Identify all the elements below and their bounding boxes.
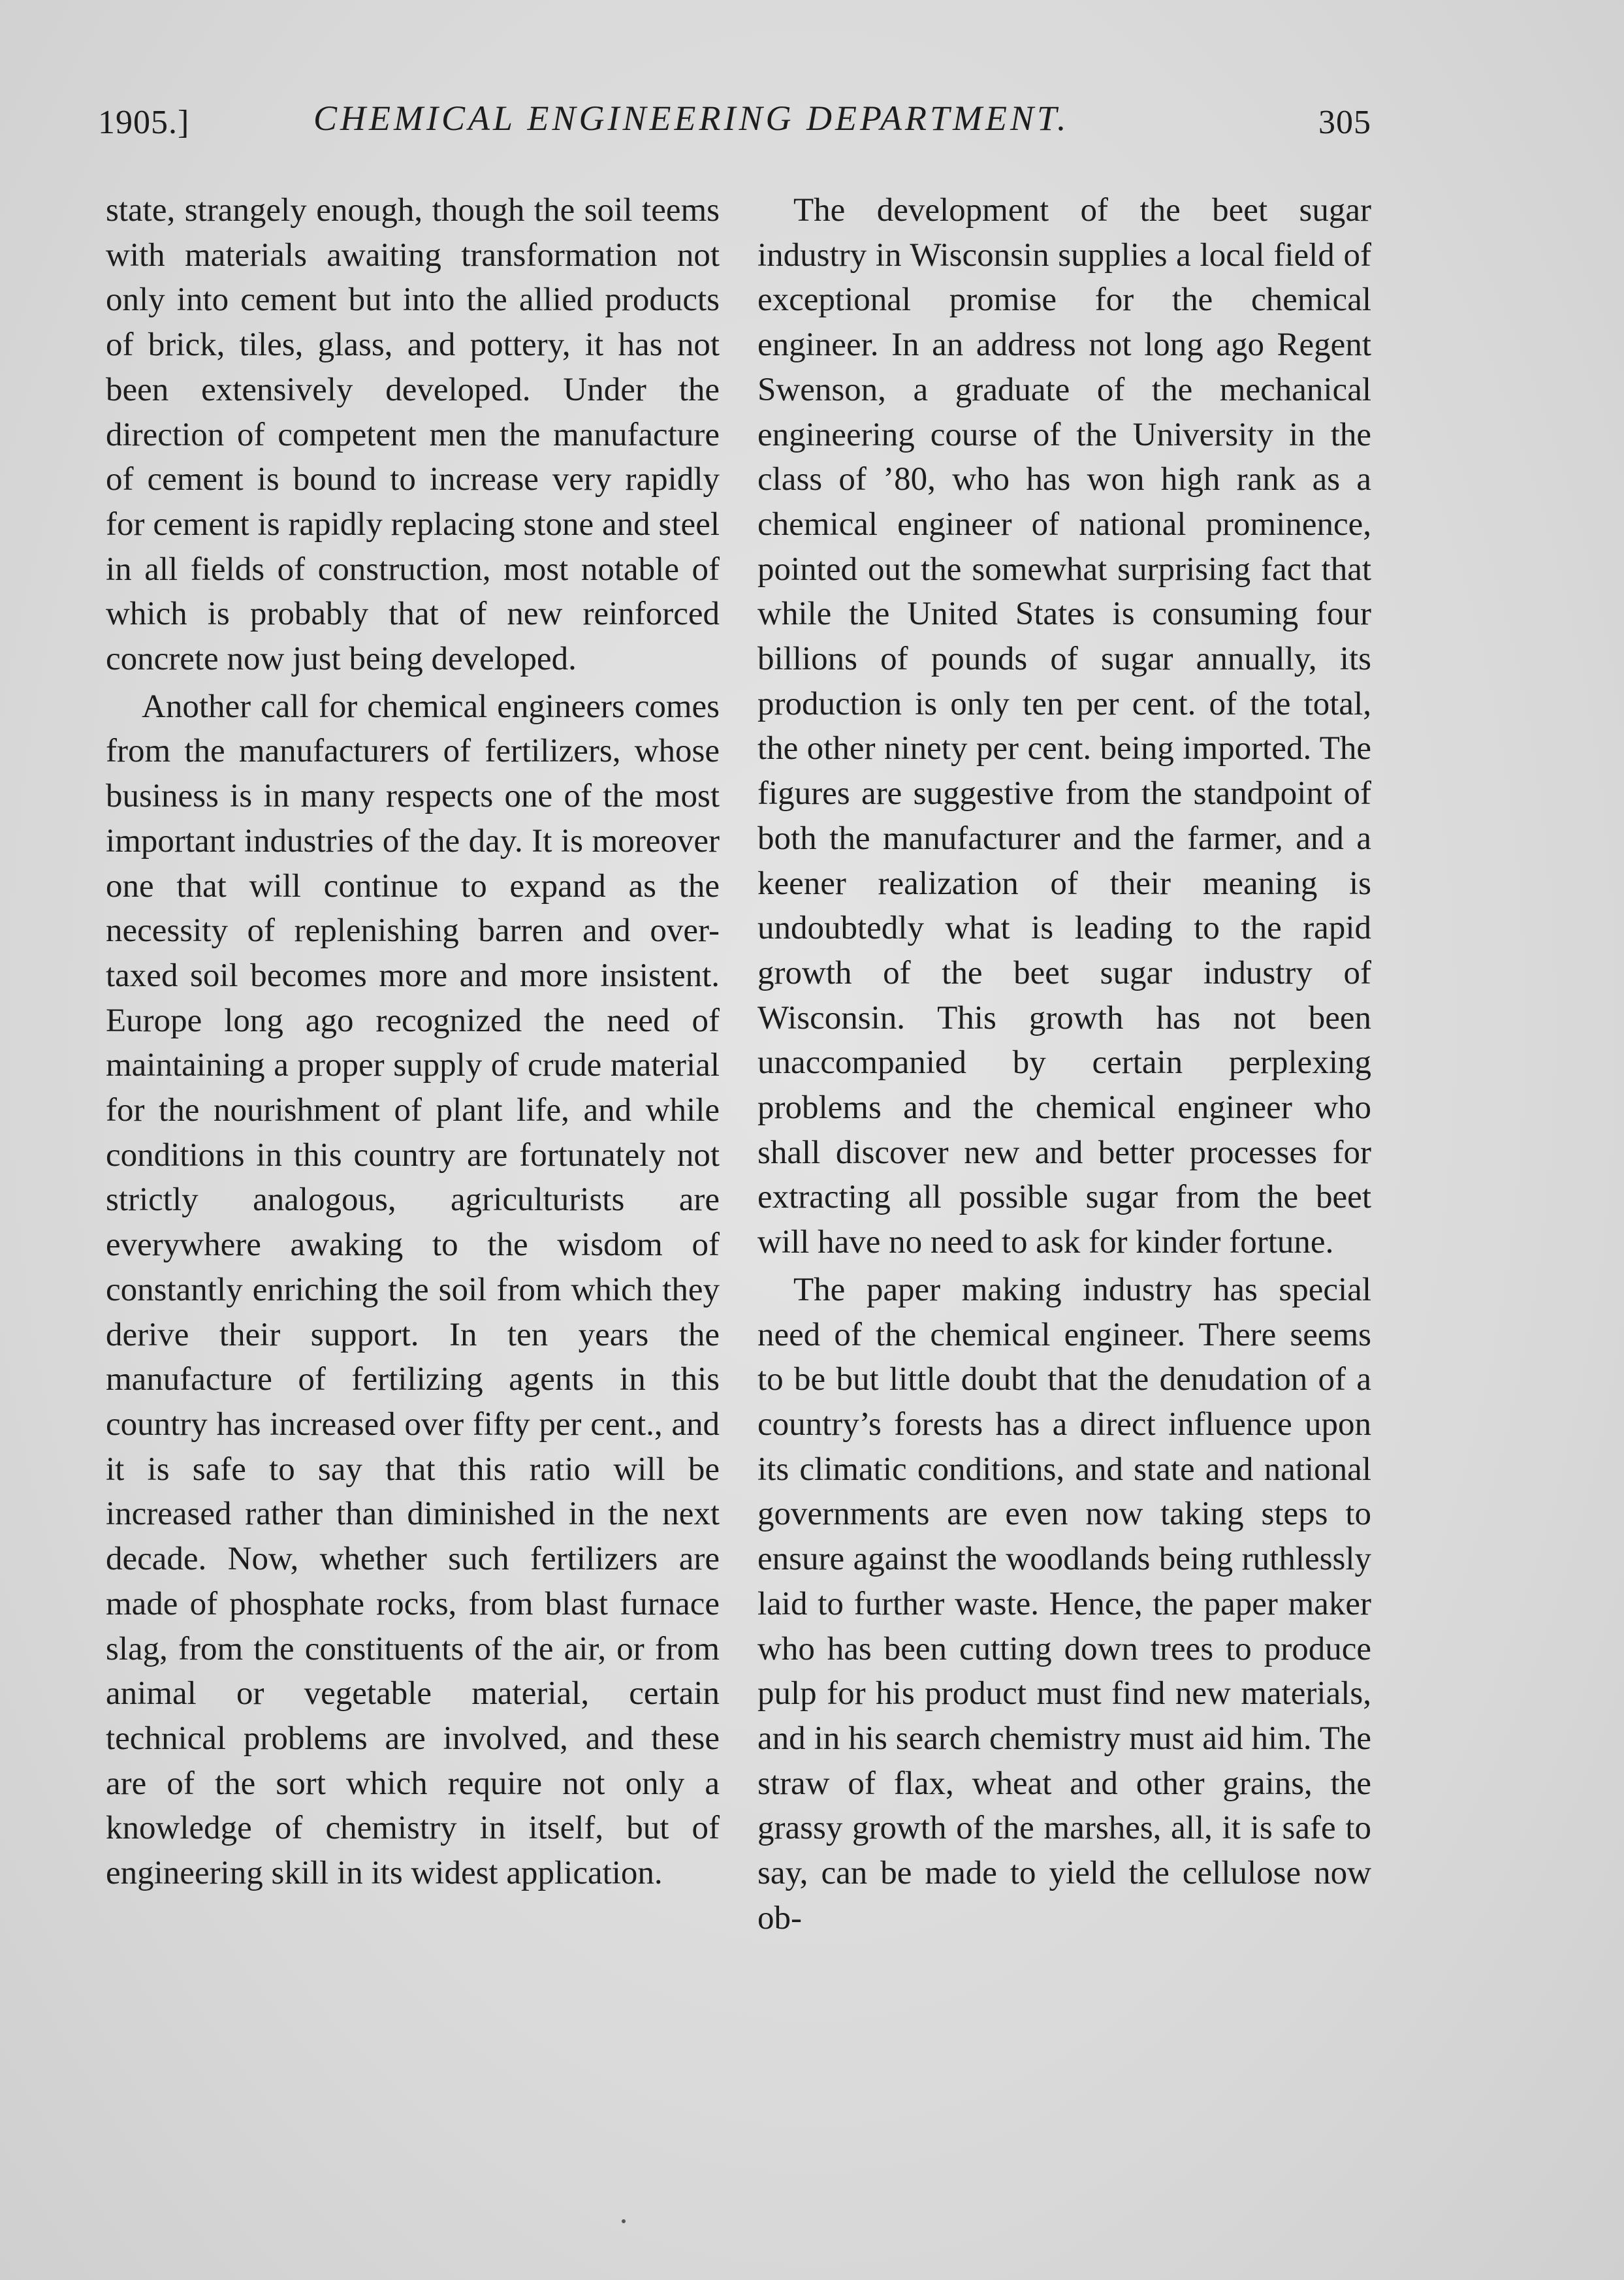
- left-column: [106, 188, 720, 1896]
- print-speck: [622, 2219, 626, 2223]
- paragraph-continued: state, strangely enough, though the soil teems with materials awaiting transformation not only into cement but into the allied products of brick, tiles, glass, and pottery, it has not been extensively developed. Under the direction of competent men the manufacture of cement is bound to increase very rapidly for cement is rapidly replacing stone and steel in all fields of construction, most notable of which is probably that of new reinforced concrete now just being developed.: [106, 192, 720, 678]
- paragraph-paper-making: The paper making industry has special need of the chemical engineer. There seems to be but little doubt that the denudation of a country’s forests has a direct influence upon its climatic conditions, and state and national governments are even now taking steps to ensure against the woodlands being ruthlessly laid to further waste. Hence, the paper maker who has been cutting down trees to produce pulp for his product must find new materials, and in his search chemistry must aid him. The straw of flax, wheat and other grains, the grassy growth of the marshes, all, it is safe to say, can be made to yield the cellulose now ob-: [757, 1271, 1371, 1936]
- right-column: [757, 188, 1371, 1940]
- page-number: 305: [1318, 104, 1371, 141]
- paragraph-beet-sugar: The development of the beet sugar industry in Wisconsin supplies a local field of exceptional promise for the chemical engineer. In an address not long ago Regent Swenson, a graduate of the mechanical engineering course of the University in the class of ’80, who has won high rank as a chemical engineer of national prominence, pointed out the somewhat surprising fact that while the United States is consuming four billions of pounds of sugar annually, its production is only ten per cent. of the total, the other ninety per cent. being imported. The figures are suggestive from the standpoint of both the manufacturer and the farmer, and a keener realization of their meaning is undoubtedly what is leading to the rapid growth of the beet sugar industry of Wisconsin. This growth has not been unaccompanied by certain perplexing problems and the chemical engineer who shall discover new and better processes for extracting all possible sugar from the beet will have no need to ask for kinder fortune.: [757, 192, 1371, 1261]
- paragraph-fertilizers: Another call for chemical engineers comes from the manufacturers of fertilizers, whose business is in many respects one of the most important industries of the day. It is moreover one that will continue to expand as the necessity of replenishing barren and over-taxed soil becomes more and more insistent. Europe long ago recognized the need of maintaining a proper supply of crude material for the nourishment of plant life, and while conditions in this country are fortunately not strictly analogous, agriculturists are everywhere awaking to the wisdom of constantly enriching the soil from which they derive their support. In ten years the manufacture of fertilizing agents in this country has increased over fifty per cent., and it is safe to say that this ratio will be increased rather than diminished in the next decade. Now, whether such fertilizers are made of phosphate rocks, from blast furnace slag, from the constituents of the air, or from animal or vegetable material, certain technical problems are involved, and these are of the sort which require not only a knowledge of chemistry in itself, but of engineering skill in its widest application.: [106, 688, 720, 1892]
- running-head-title: CHEMICAL ENGINEERING DEPARTMENT.: [313, 99, 1070, 138]
- running-head-year: 1905.]: [98, 104, 190, 141]
- running-head: [98, 98, 1371, 157]
